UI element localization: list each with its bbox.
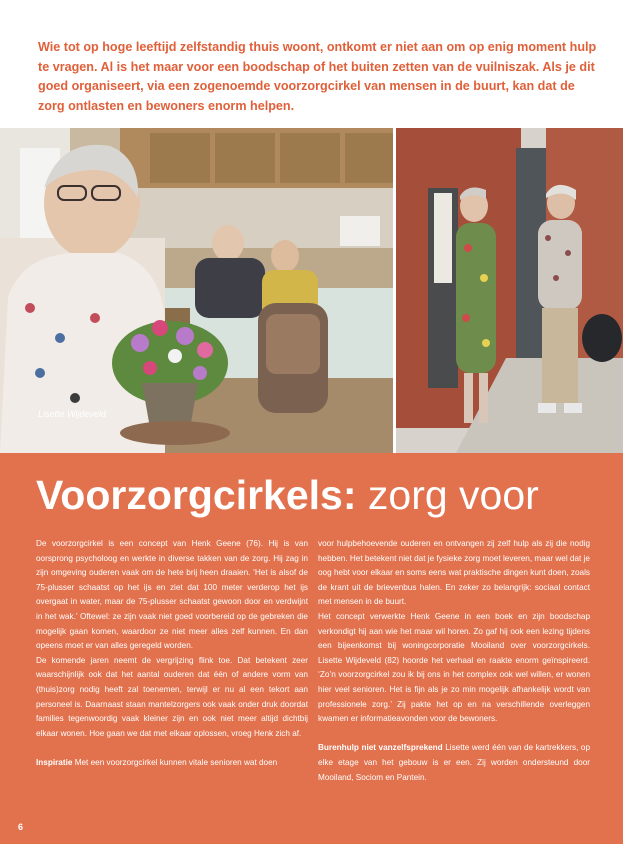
page-number: 6	[18, 822, 24, 832]
paragraph	[36, 756, 308, 771]
paragraph: voor hulpbehoevende ouderen en ontvangen zij zelf hulp als zij die nodig hebben. Het betekent niet dat je fysieke zorg moet leveren, maar wel dat je oog hebt voor elkaar en soms eens wat praktische dingen kunt doen, zoals de krant uit de brievenbus halen. En zeker zo belangrijk: sociaal contact met mensen in de buurt.	[318, 539, 590, 607]
subheading-inspiratie: Inspiratie	[36, 757, 73, 767]
headline-bold: Voorzorgcirkels:	[36, 472, 357, 518]
headline-light: zorg voor	[367, 472, 539, 518]
intro-paragraph: Wie tot op hoge leeftijd zelfstandig thuis woont, ontkomt er niet aan om op enig moment hulp te vragen. Al is het maar voor een boodschap of het buiten zetten van de vuilniszak. Als je dit goed organiseert, via een zogenoemde voorzorgcirkel van mensen in de buurt, kan dat de zorg ontlasten en bewoners enorm helpen.	[38, 40, 597, 113]
paragraph	[318, 741, 590, 785]
article-column-left	[36, 537, 308, 771]
paragraph: De voorzorgcirkel is een concept van Henk Geene (76). Hij is van oorsprong psycholoog en werkte in diverse takken van de zorg. Hij zag in zijn omgeving ouderen vaak om de hete brij heen draaien. ‘Het is alsof de 75-plusser schaatst op het ijs en ziet dat 100 meter verderop het ijs overgaat in water, maar de 75-plusser schaatst gewoon door en verdwijnt in het wak.’ Oftewel: ze zijn vaak niet goed voorbereid op de gebreken die mogelijk gaan komen, waardoor ze niet meer alles zelf kunnen. En dan opeens moet er van alles geregeld worden.	[36, 539, 308, 651]
paragraph-text: Lisette werd één van de kartrekkers, op elke etage van het gebouw is er een. Zij worden ondersteund door Mooiland, Sociom en Pantein.	[318, 743, 590, 782]
photo-credit: Lisette Wijdeveld	[38, 409, 106, 419]
photo-strip	[0, 128, 623, 453]
paragraph-text: Met een voorzorgcirkel kunnen vitale senioren wat doen	[74, 757, 278, 767]
photo-kitchen	[0, 128, 393, 453]
article-column-right	[318, 537, 590, 785]
paragraph: Het concept verwerkte Henk Geene in een boek en zijn boodschap verkondigt hij aan wie het maar wil horen. Zo gaf hij ook een lezing tijdens een bijeenkomst bij woningcorporatie Mooiland over voorzorgcirkels. Lisette Wijdeveld (82) hoorde het verhaal en raakte enorm geïnspireerd. ‘Zo’n voorzorgcirkel zou ik bij ons in het complex ook wel willen, er wonen hier veel senioren. Het is fijn als je zo min mogelijk afhankelijk wordt van professionele zorg.’ Zij pakte het op en na verschillende overleggen kwamen er informatieavonden voor de bewoners.	[318, 611, 590, 724]
headline	[36, 470, 539, 520]
paragraph: De komende jaren neemt de vergrijzing flink toe. Dat betekent zeer waarschijnlijk ook dat het aantal ouderen dat één of andere vorm van (thuis)zorg nodig heeft zal toenemen, terwijl er nu al een tekort aan personeel is. Daarnaast staan mantelzorgers ook vaak onder druk doordat families tegenwoordig vaak kleiner zijn en ook niet meer altijd dichtbij elkaar wonen. Hoe gaan we dat met elkaar oplossen, vroeg Henk zich af.	[36, 655, 308, 738]
subheading-burenhulp: Burenhulp niet vanzelfsprekend	[318, 743, 443, 753]
photo-gallery	[396, 128, 623, 453]
